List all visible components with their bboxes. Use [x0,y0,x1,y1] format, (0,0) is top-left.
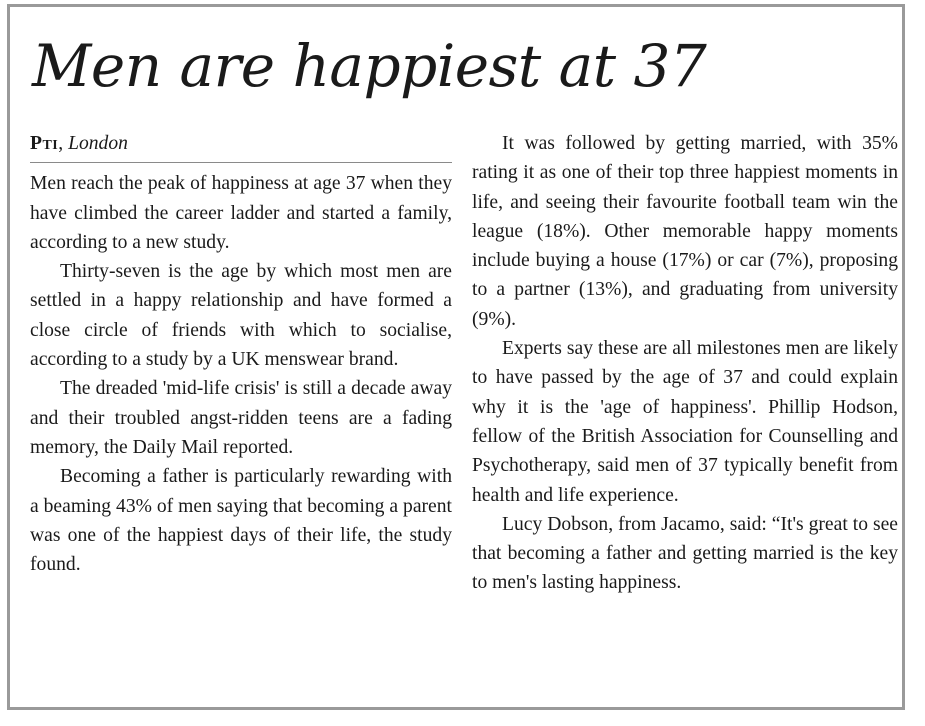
newspaper-clipping [7,4,905,710]
byline-place: London [68,133,128,154]
article-paragraph: Men reach the peak of happiness at age 37 when they have climbed the career ladder and started a family, according to a new study. [30,173,452,253]
article-paragraph: Experts say these are all milestones men are likely to have passed by the age of 37 and could explain why it is the 'age of happiness'. Phillip Hodson, fellow of the British Association for Counselling and Psychotherapy, said men of 37 typically benefit from health and life experience. [472,338,898,506]
column-right [472,129,898,598]
byline-agency: Pti [30,133,59,154]
article-paragraph: Thirty-seven is the age by which most men are settled in a happy relationship and have formed a close circle of friends with which to socialise, according to a study by a UK menswear brand. [30,261,452,371]
article-paragraph: Becoming a father is particularly rewarding with a beaming 43% of men saying that becoming a parent was one of the happiest days of their life, the study found. [30,466,452,576]
article-paragraph: Lucy Dobson, from Jacamo, said: “It's great to see that becoming a father and getting married is the key to men's lasting happiness. [472,513,898,594]
byline-separator: , [58,133,69,154]
column-left [30,129,452,579]
article-paragraph: The dreaded 'mid-life crisis' is still a decade away and their troubled angst-ridden teens are a fading memory, the Daily Mail reported. [30,378,452,458]
byline [30,129,452,163]
headline: Men are happiest at 37 [32,32,707,100]
article-paragraph: It was followed by getting married, with 35% rating it as one of their top three happiest moments in life, and seeing their favourite football team win the league (18%). Other memorable happy moments include buying a house (17%) or car (7%), proposing to a partner (13%), and graduating from university (9%). [472,133,898,330]
